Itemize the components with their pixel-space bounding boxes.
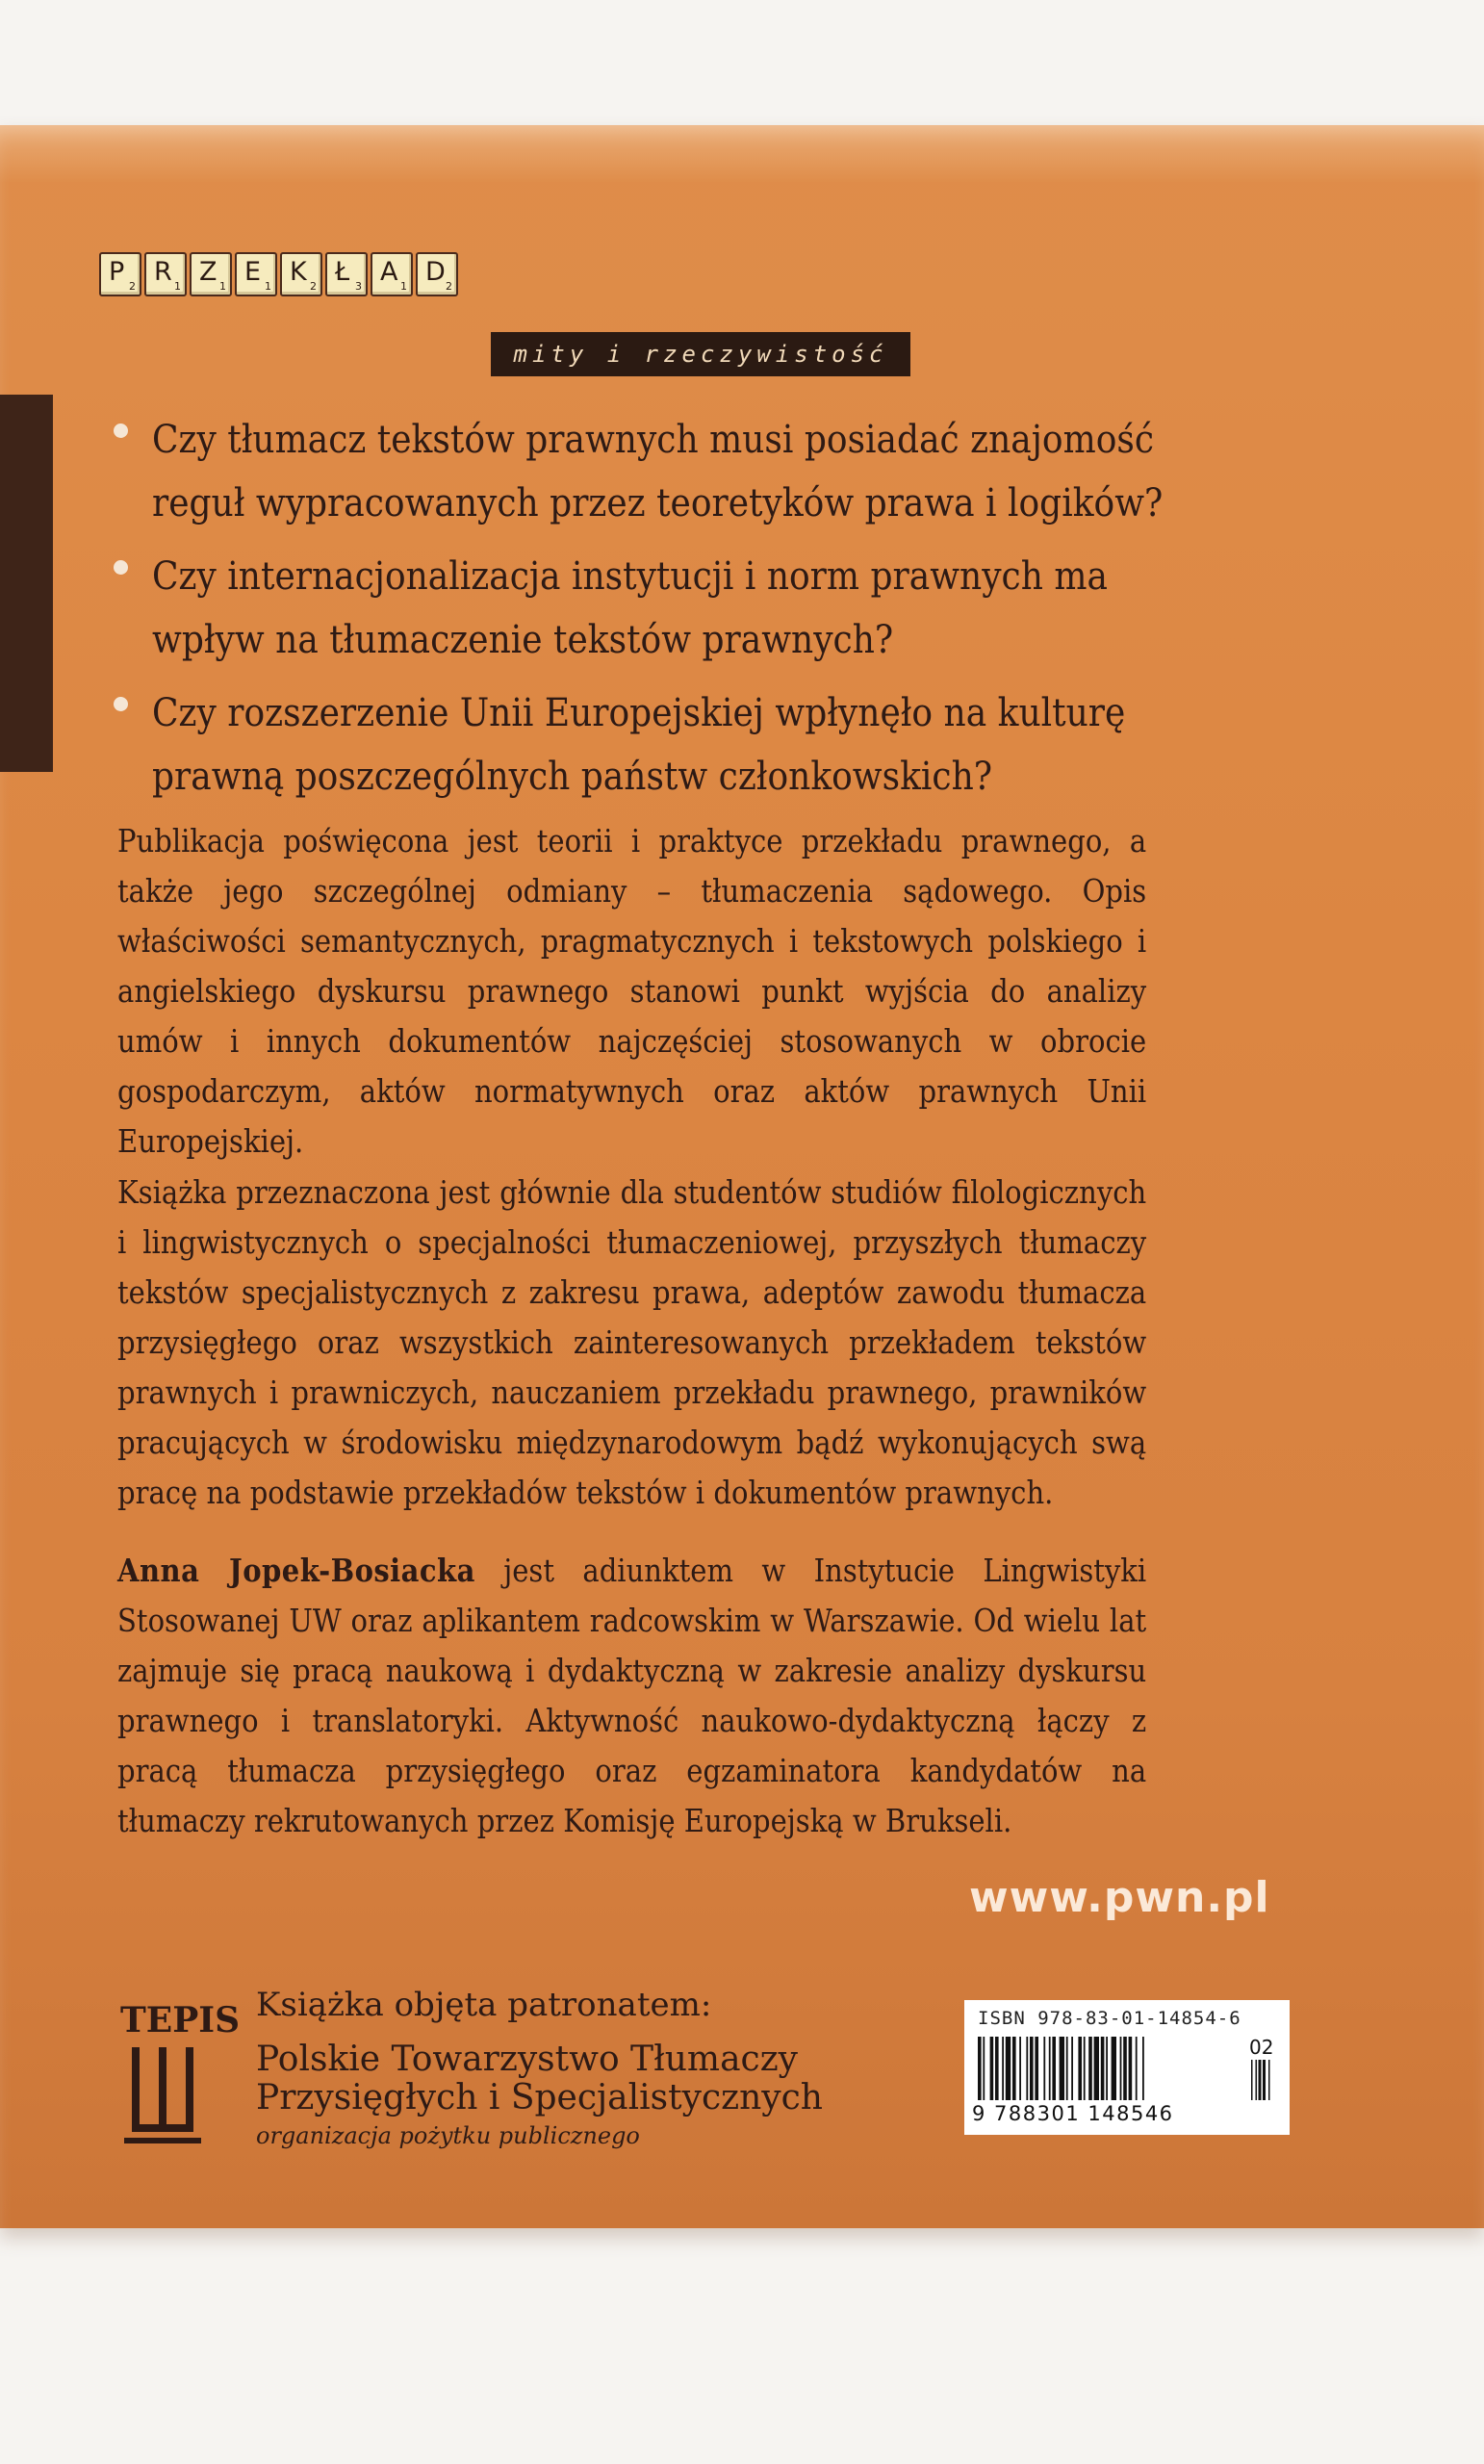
question-text: Czy rozszerzenie Unii Europejskiej wpłynęło na kulturę prawną poszczególnych państw członkowskich? — [152, 691, 1126, 799]
bullet-icon — [114, 560, 128, 575]
patronage-org-type: organizacja pożytku publicznego — [256, 2122, 640, 2149]
isbn-label: ISBN 978-83-01-14854-6 — [978, 2008, 1241, 2029]
letter-tile: R 1 — [144, 252, 187, 296]
question-item — [114, 408, 1191, 535]
patronage-org-line1: Polskie Towarzystwo Tłumaczy — [256, 2040, 798, 2079]
question-text: Czy internacjonalizacja instytucji i norm prawnych ma wpływ na tłumaczenie tekstów prawnych? — [152, 554, 1108, 662]
patronage-info — [256, 1983, 823, 2152]
audience-paragraph — [117, 1168, 1147, 1518]
author-paragraph — [117, 1546, 1147, 1846]
description-paragraph — [117, 816, 1147, 1167]
patronage-heading: Książka objęta patronatem: — [256, 1986, 712, 2024]
tepis-logo-text: TEPIS — [120, 2000, 241, 2040]
question-item — [114, 545, 1191, 672]
tepis-logo-icon — [118, 1997, 243, 2156]
side-color-bar — [0, 395, 53, 772]
audience-text: Książka przeznaczona jest głównie dla studentów studiów filologicznych i lingwistycznych o specjalności tłumaczeniowej, przyszłych tłumaczy tekstów specjalistycznych z zakresu prawa, adeptów zawodu tłumacza przysięgłego oraz wszystkich zainteresowanych przekładem tekstów prawnych i prawniczych, nauczaniem przekładu prawnego, prawników pracujących w środowisku międzynarodowym bądź wykonujących swą pracę na podstawie przekładów tekstów i dokumentów prawnych. — [117, 1173, 1147, 1511]
bullet-icon — [114, 697, 128, 711]
patronage-org-line2: Przysięgłych i Specjalistycznych — [256, 2078, 823, 2118]
author-bio — [117, 1546, 1146, 1846]
barcode-icon — [978, 2037, 1278, 2104]
author-name: Anna Jopek-Bosiacka — [117, 1552, 475, 1589]
letter-tile: E 1 — [235, 252, 277, 296]
description-text: Publikacja poświęcona jest teorii i praktyce przekładu prawnego, a także jego szczególnej odmiany – tłumaczenia sądowego. Opis właściwości semantycznych, pragmatycznych i tekstowych polskiego i angielskiego dyskursu prawnego stanowi punkt wyjścia do analizy umów i innych dokumentów najczęściej stosowanych w obrocie gospodarczym, aktów normatywnych oraz aktów prawnych Unii Europejskiej. — [117, 822, 1147, 1160]
barcode-digits: 9 788301 148546 — [972, 2102, 1174, 2125]
barcode-box — [964, 2000, 1290, 2135]
letter-tile: Ł 3 — [325, 252, 368, 296]
letter-tile: Z 1 — [190, 252, 232, 296]
letter-tile: D 2 — [416, 252, 458, 296]
letter-tile: P 2 — [99, 252, 141, 296]
barcode-addon: 02 — [1249, 2037, 1274, 2059]
publisher-website: www.pwn.pl — [969, 1873, 1270, 1922]
question-text: Czy tłumacz tekstów prawnych musi posiadać znajomość reguł wypracowanych przez teoretyków prawa i logików? — [152, 418, 1164, 526]
bullet-icon — [114, 424, 128, 438]
question-list — [114, 408, 1191, 818]
letter-tile: A 1 — [371, 252, 413, 296]
question-item — [114, 681, 1191, 808]
series-logo-tiles — [99, 252, 458, 296]
series-subtitle: mity i rzeczywistość — [491, 332, 910, 376]
letter-tile: K 2 — [280, 252, 322, 296]
author-bio-text: jest adiunktem w Instytucie Lingwistyki Stosowanej UW oraz aplikantem radcowskim w Warszawie. Od wielu lat zajmuje się pracą naukową i dydaktyczną w zakresie analizy dyskursu prawnego i translatoryki. Aktywność naukowo-dydaktyczną łączy z pracą tłumacza przysięgłego oraz egzaminatora kandydatów na tłumaczy rekrutowanych przez Komisję Europejską w Brukseli. — [117, 1552, 1147, 1839]
